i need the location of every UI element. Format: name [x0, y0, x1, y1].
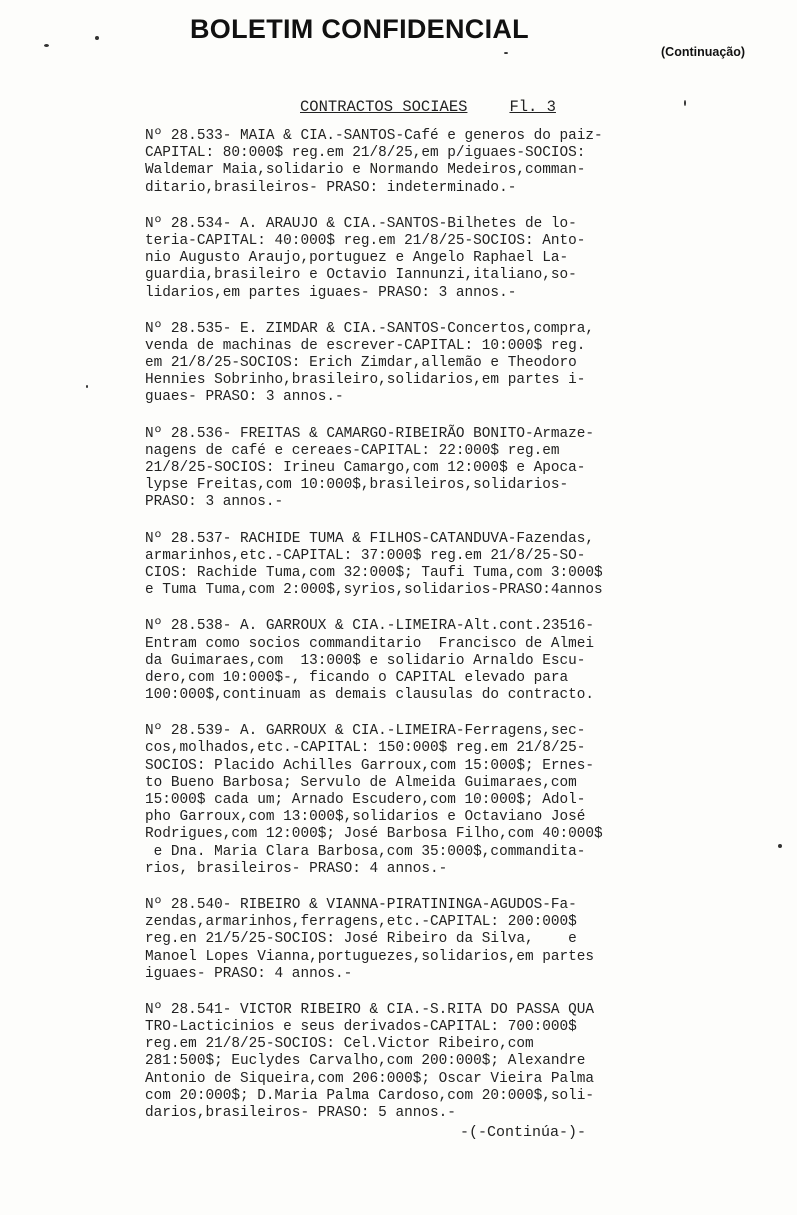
entry-line: Manoel Lopes Vianna,portuguezes,solidarios,em partes: [145, 948, 595, 965]
entry-line: da Guimaraes,com 13:000$ e solidario Arnaldo Escu-: [145, 652, 586, 669]
entry-line: lypse Freitas,com 10:000$,brasileiros,solidarios-: [145, 477, 569, 494]
entry-line: teria-CAPITAL: 40:000$ reg.em 21/8/25-SOCIOS: Anto-: [145, 232, 586, 249]
entry-line: rios, brasileiros- PRASO: 4 annos.-: [145, 860, 448, 877]
contract-entry: [145, 897, 785, 983]
entry-line: Nº 28.540- RIBEIRO & VIANNA-PIRATININGA-AGUDOS-Fa-: [145, 896, 577, 913]
entry-line: Nº 28.535- E. ZIMDAR & CIA.-SANTOS-Concertos,compra,: [145, 320, 595, 337]
entry-line: em 21/8/25-SOCIOS: Erich Zimdar,allemão e Theodoro: [145, 355, 577, 372]
entry-line: reg.en 21/5/25-SOCIOS: José Ribeiro da Silva, e: [145, 931, 577, 948]
entry-line: Hennies Sobrinho,brasileiro,solidarios,em partes i-: [145, 372, 586, 389]
entry-line: Nº 28.538- A. GARROUX & CIA.-LIMEIRA-Alt.cont.23516-: [145, 618, 595, 635]
section-title: CONTRACTOS SOCIAES: [300, 98, 468, 116]
contract-entry: [145, 216, 785, 302]
entry-line: 281:500$; Euclydes Carvalho,com 200:000$; Alexandre: [145, 1053, 586, 1070]
entry-line: Nº 28.534- A. ARAUJO & CIA.-SANTOS-Bilhetes de lo-: [145, 215, 577, 232]
entry-line: e Dna. Maria Clara Barbosa,com 35:000$,commandita-: [145, 843, 586, 860]
bulletin-title: BOLETIM CONFIDENCIAL: [190, 14, 529, 44]
scan-speck: [504, 52, 508, 54]
entry-line: Nº 28.533- MAIA & CIA.-SANTOS-Café e generos do paiz-: [145, 128, 603, 144]
entry-line: Nº 28.539- A. GARROUX & CIA.-LIMEIRA-Ferragens,sec-: [145, 723, 586, 740]
scan-speck: [44, 44, 49, 47]
contract-entry: [145, 618, 785, 704]
entry-line: nio Augusto Araujo,portuguez e Angelo Raphael La-: [145, 250, 569, 267]
entry-line: Entram como socios commanditario Francisco de Almei: [145, 635, 595, 652]
scan-speck: [778, 844, 782, 848]
entry-line: 100:000$,continuam as demais clausulas do contracto.: [145, 687, 595, 704]
entry-line: darios,brasileiros- PRASO: 5 annos.-: [145, 1105, 456, 1121]
scan-speck: [684, 100, 686, 106]
entry-line: 15:000$ cada um; Arnado Escudero,com 10:000$; Adol-: [145, 792, 586, 808]
entry-line: iguaes- PRASO: 4 annos.-: [145, 965, 353, 982]
contract-entry: [145, 128, 785, 197]
contract-entry: [145, 723, 785, 878]
entry-line: cos,molhados,etc.-CAPITAL: 150:000$ reg.em 21/8/25-: [145, 740, 586, 757]
entry-line: Nº 28.541- VICTOR RIBEIRO & CIA.-S.RITA DO PASSA QUA: [145, 1001, 595, 1018]
entry-line: Nº 28.537- RACHIDE TUMA & FILHOS-CATANDUVA-Fazendas,: [145, 530, 595, 547]
continues-footer: -(-Continúa-)-: [460, 1124, 587, 1141]
scan-speck: [86, 385, 88, 388]
entry-line: nagens de café e cereaes-CAPITAL: 22:000$ reg.em: [145, 442, 560, 459]
entry-line: venda de machinas de escrever-CAPITAL: 10:000$ reg.: [145, 337, 586, 354]
entry-line: to Bueno Barbosa; Servulo de Almeida Guimaraes,com: [145, 774, 577, 791]
entry-line: reg.em 21/8/25-SOCIOS: Cel.Victor Ribeiro,com: [145, 1036, 534, 1053]
entry-line: e Tuma Tuma,com 2:000$,syrios,solidarios-PRASO:4annos: [145, 582, 603, 599]
entry-line: 21/8/25-SOCIOS: Irineu Camargo,com 12:000$ e Apoca-: [145, 460, 586, 476]
scan-speck: [95, 36, 99, 40]
section-header: [300, 98, 556, 116]
entry-line: com 20:000$; D.Maria Palma Cardoso,com 20:000$,soli-: [145, 1087, 595, 1104]
entry-line: guaes- PRASO: 3 annos.-: [145, 389, 344, 406]
entry-line: CIOS: Rachide Tuma,com 32:000$; Taufi Tuma,com 3:000$: [145, 564, 603, 581]
entry-line: pho Garroux,com 13:000$,solidarios e Octaviano José: [145, 809, 586, 826]
entry-line: ditario,brasileiros- PRASO: indeterminado.-: [145, 179, 517, 196]
entry-line: dero,com 10:000$-, ficando o CAPITAL elevado para: [145, 669, 569, 686]
entry-line: Rodrigues,com 12:000$; José Barbosa Filho,com 40:000$: [145, 826, 603, 843]
contracts-list: [145, 128, 785, 1141]
entry-line: Nº 28.536- FREITAS & CAMARGO-RIBEIRÃO BONITO-Armaze-: [145, 425, 595, 442]
contract-entry: [145, 1002, 785, 1122]
folio-number: Fl. 3: [509, 98, 556, 116]
entry-line: CAPITAL: 80:000$ reg.em 21/8/25,em p/iguaes-SOCIOS:: [145, 145, 586, 162]
entry-line: Antonio de Siqueira,com 206:000$; Oscar Vieira Palma: [145, 1070, 595, 1087]
entry-line: armarinhos,etc.-CAPITAL: 37:000$ reg.em 21/8/25-SO-: [145, 547, 586, 564]
entry-line: SOCIOS: Placido Achilles Garroux,com 15:000$; Ernes-: [145, 757, 595, 774]
contract-entry: [145, 426, 785, 512]
contract-entry: [145, 531, 785, 600]
entry-line: lidarios,em partes iguaes- PRASO: 3 annos.-: [145, 284, 517, 301]
entry-line: Waldemar Maia,solidario e Normando Medeiros,comman-: [145, 162, 586, 179]
entry-line: TRO-Lacticinios e seus derivados-CAPITAL: 700:000$: [145, 1019, 577, 1036]
entry-line: guardia,brasileiro e Octavio Iannunzi,italiano,so-: [145, 267, 577, 284]
continuation-label: (Continuação): [661, 45, 746, 59]
contract-entry: [145, 321, 785, 407]
entry-line: PRASO: 3 annos.-: [145, 494, 284, 511]
entry-line: zendas,armarinhos,ferragens,etc.-CAPITAL: 200:000$: [145, 914, 577, 931]
